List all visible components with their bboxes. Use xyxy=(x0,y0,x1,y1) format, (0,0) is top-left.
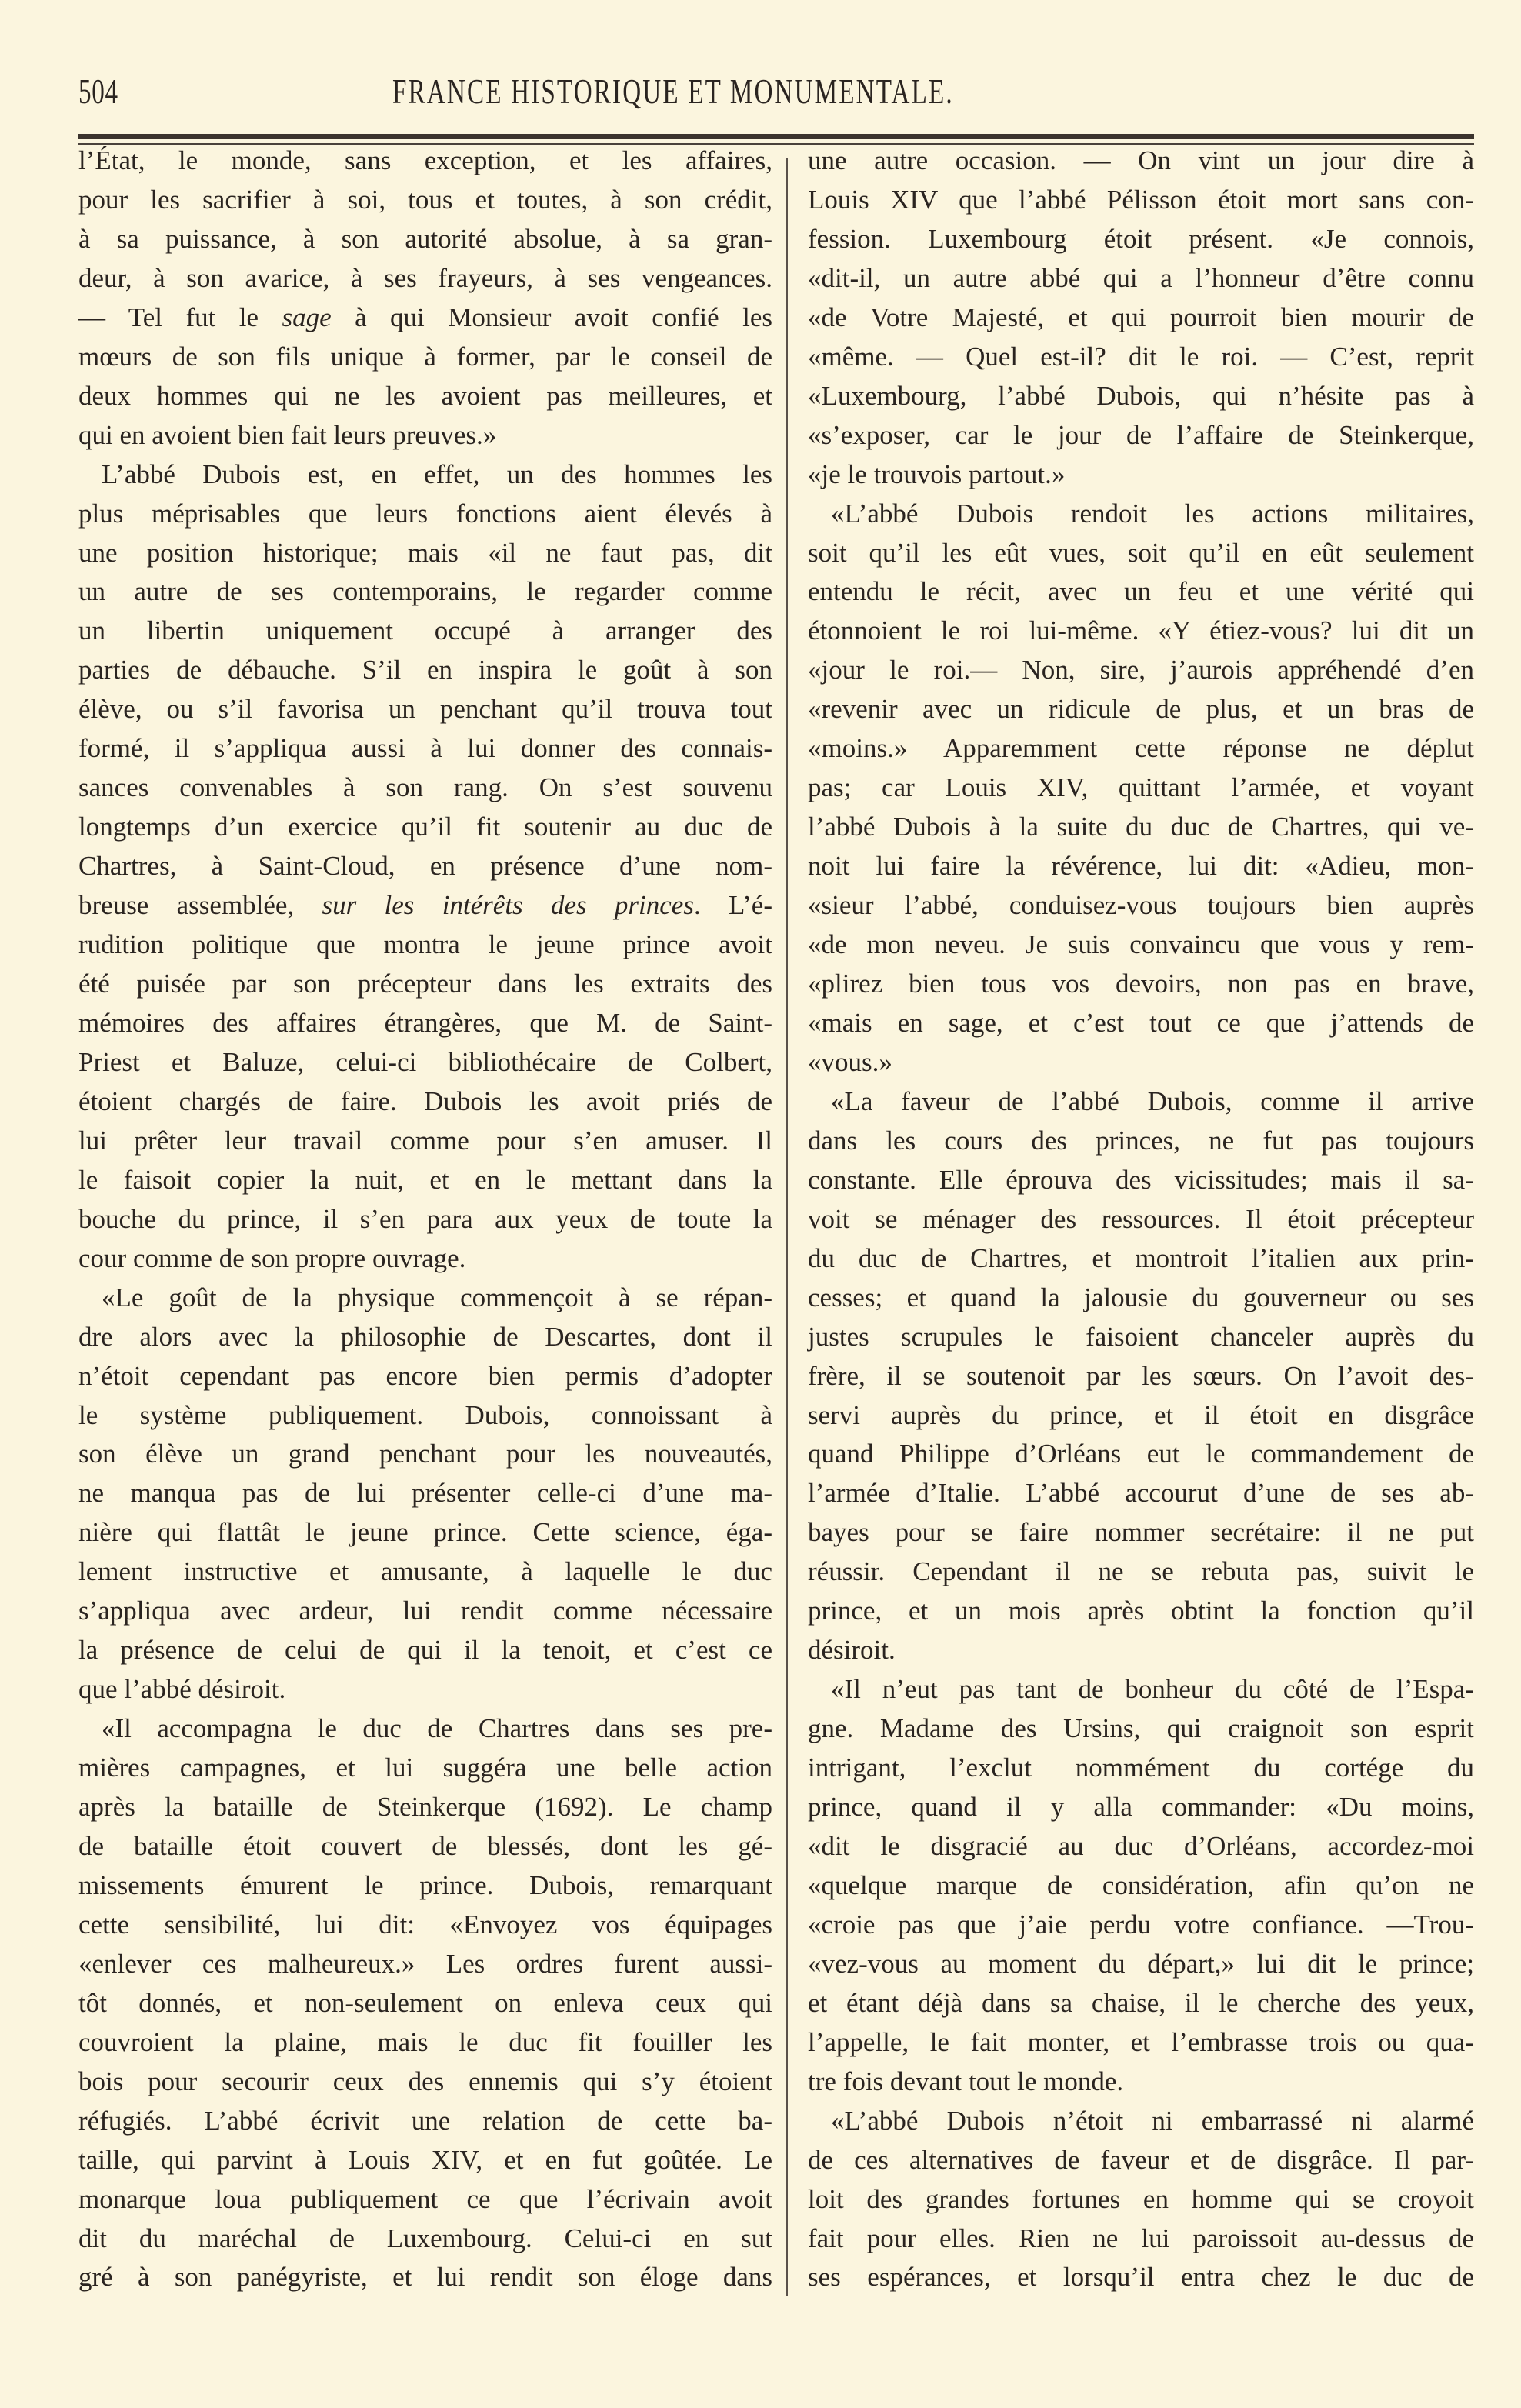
header-rule xyxy=(78,134,1474,139)
line-text: entendu le récit, avec un feu et une vérité qui xyxy=(808,576,1474,607)
paragraph xyxy=(78,1279,772,1709)
line-text: «je le trouvois partout.» xyxy=(808,459,1066,489)
line-text: «moins.» Apparemment cette réponse ne déplut xyxy=(808,733,1474,764)
line-text: Louis XIV que l’abbé Pélisson étoit mort sans con- xyxy=(808,184,1474,215)
line-text: rudition politique que montra le jeune prince avoit xyxy=(78,929,772,960)
text-line xyxy=(78,2258,772,2297)
text-line xyxy=(78,1592,772,1631)
line-text: «s’exposer, car le jour de l’affaire de Steinkerque, xyxy=(808,419,1474,450)
line-text: monarque loua publiquement ce que l’écrivain avoit xyxy=(78,2183,772,2214)
text-line xyxy=(78,338,772,377)
text-line xyxy=(78,690,772,729)
text-line xyxy=(78,1788,772,1827)
text-line xyxy=(808,1984,1474,2023)
line-text: de bataille étoit couvert de blessés, dont les gé- xyxy=(78,1830,772,1861)
text-line xyxy=(808,572,1474,612)
text-line xyxy=(78,965,772,1004)
paragraph xyxy=(808,142,1474,495)
line-text: réussir. Cependant il ne se rebuta pas, suivit le xyxy=(808,1556,1474,1587)
line-text: lui prêter leur travail comme pour s’en amuser. Il xyxy=(78,1125,772,1156)
line-text: bouche du prince, il s’en para aux yeux de toute la xyxy=(78,1203,772,1234)
text-line xyxy=(78,1749,772,1788)
line-text: désiroit. xyxy=(808,1635,896,1666)
text-line xyxy=(808,1513,1474,1553)
line-text: servi auprès du prince, et il étoit en disgrâce xyxy=(808,1399,1474,1430)
text-line xyxy=(78,1200,772,1239)
text-line xyxy=(78,1866,772,1906)
line-text: «mais en sage, et c’est tout ce que j’attends de xyxy=(808,1007,1474,1038)
line-text: gne. Madame des Ursins, qui craignoit son esprit xyxy=(808,1713,1474,1744)
line-text: L’abbé Dubois est, en effet, un des hommes les xyxy=(102,459,772,489)
line-text: l’appelle, le fait monter, et l’embrasse trois ou qua- xyxy=(808,2026,1474,2057)
text-line xyxy=(78,926,772,965)
text-line xyxy=(808,808,1474,847)
line-text: un libertin uniquement occupé à arranger des xyxy=(78,615,772,646)
line-text: nière qui flattât le jeune prince. Cette science, éga- xyxy=(78,1517,772,1548)
text-line xyxy=(808,2258,1474,2297)
text-line xyxy=(808,769,1474,808)
text-line xyxy=(808,1709,1474,1749)
line-text: après la bataille de Steinkerque (1692). Le champ xyxy=(78,1792,772,1823)
line-text: «plirez bien tous vos devoirs, non pas en brave, xyxy=(808,969,1474,999)
line-text: bois pour secourir ceux des ennemis qui s’y étoient xyxy=(78,2066,772,2096)
text-line xyxy=(808,1357,1474,1396)
text-line xyxy=(78,1945,772,1984)
line-text: parties de débauche. S’il en inspira le goût à son xyxy=(78,655,772,685)
text-line xyxy=(808,1749,1474,1788)
line-text: mémoires des affaires étrangères, que M. de Saint- xyxy=(78,1007,772,1038)
text-line xyxy=(808,1945,1474,1984)
line-text: «L’abbé Dubois rendoit les actions militaires, xyxy=(831,498,1474,529)
line-text: l’armée d’Italie. L’abbé accourut d’une de ses ab- xyxy=(808,1478,1474,1509)
text-line xyxy=(808,690,1474,729)
text-line xyxy=(78,769,772,808)
text-line xyxy=(78,1082,772,1122)
line-text: le système publiquement. Dubois, connoissant à xyxy=(78,1399,772,1430)
text-line xyxy=(78,1984,772,2023)
line-text: justes scrupules le faisoient chanceler auprès du xyxy=(808,1321,1474,1352)
line-text: taille, qui parvint à Louis XIV, et en fut goûtée. Le xyxy=(78,2144,772,2175)
line-text: couvroient la plaine, mais le duc fit fouiller les xyxy=(78,2026,772,2057)
text-line xyxy=(808,2180,1474,2220)
line-text: «même. — Quel est-il? dit le roi. — C’est, reprit xyxy=(808,341,1474,372)
text-line xyxy=(808,1592,1474,1631)
line-text: plus méprisables que leurs fonctions aient élevés à xyxy=(78,498,772,529)
page-header xyxy=(78,71,1474,114)
line-text: «de Votre Majesté, et qui pourroit bien mourir de xyxy=(808,302,1474,332)
text-line xyxy=(808,2141,1474,2180)
line-text: à sa puissance, à son autorité absolue, à sa gran- xyxy=(78,223,772,254)
text-line xyxy=(78,181,772,220)
text-line xyxy=(78,1122,772,1161)
text-line xyxy=(78,1513,772,1553)
line-text: étonnoient le roi lui-même. «Y étiez-vous? lui dit un xyxy=(808,615,1474,646)
text-line xyxy=(78,377,772,416)
text-line xyxy=(808,612,1474,651)
line-text: bayes pour se faire nommer secrétaire: il ne put xyxy=(808,1517,1474,1548)
text-line xyxy=(78,2141,772,2180)
line-text: mières campagnes, et lui suggéra une belle action xyxy=(78,1753,772,1783)
line-text: «dit le disgracié au duc d’Orléans, accordez-moi xyxy=(808,1830,1474,1861)
line-text: — Tel fut le xyxy=(78,302,282,332)
text-line xyxy=(808,1043,1474,1082)
italic-text: sage xyxy=(282,302,332,332)
text-line xyxy=(808,1161,1474,1200)
line-text: prince, et un mois après obtint la fonction qu’il xyxy=(808,1596,1474,1626)
text-line xyxy=(808,1670,1474,1709)
text-line xyxy=(808,1553,1474,1592)
line-text: dit du maréchal de Luxembourg. Celui-ci en sut xyxy=(78,2223,772,2253)
line-text: dans les cours des princes, ne fut pas toujours xyxy=(808,1125,1474,1156)
text-line xyxy=(808,1827,1474,1866)
line-text: missements émurent le prince. Dubois, remarquant xyxy=(78,1869,772,1900)
text-line xyxy=(78,259,772,298)
text-line xyxy=(808,259,1474,298)
text-line xyxy=(78,651,772,690)
text-line xyxy=(78,2023,772,2063)
text-line xyxy=(808,1435,1474,1474)
text-line xyxy=(78,1396,772,1436)
text-line xyxy=(808,1279,1474,1318)
line-text: dre alors avec la philosophie de Descartes, dont il xyxy=(78,1321,772,1352)
text-line xyxy=(808,1082,1474,1122)
line-text: pour les sacrifier à soi, tous et toutes, à son crédit, xyxy=(78,184,772,215)
line-text: constante. Elle éprouva des vicissitudes; mais il sa- xyxy=(808,1164,1474,1195)
text-line xyxy=(78,1553,772,1592)
text-line xyxy=(78,1318,772,1357)
paragraph xyxy=(78,142,772,455)
line-text: . L’é- xyxy=(693,890,772,921)
line-text: «revenir avec un ridicule de plus, et un bras de xyxy=(808,694,1474,725)
line-text: Priest et Baluze, celui-ci bibliothécaire de Colbert, xyxy=(78,1046,772,1077)
line-text: été puisée par son précepteur dans les extraits des xyxy=(78,969,772,999)
line-text: deur, à son avarice, à ses frayeurs, à ses vengeances. xyxy=(78,262,772,293)
line-text: cesses; et quand la jalousie du gouverneur ou ses xyxy=(808,1282,1474,1312)
text-line xyxy=(78,1004,772,1043)
line-text: soit qu’il les eût vues, soit qu’il en eût seulement xyxy=(808,537,1474,568)
paragraph xyxy=(808,2102,1474,2298)
text-line xyxy=(78,612,772,651)
text-line xyxy=(78,1709,772,1749)
text-line xyxy=(808,1631,1474,1670)
text-line xyxy=(78,220,772,259)
text-line xyxy=(78,2102,772,2141)
text-line xyxy=(78,729,772,769)
text-line xyxy=(808,926,1474,965)
text-line xyxy=(808,847,1474,886)
text-line xyxy=(78,2063,772,2102)
line-text: «Luxembourg, l’abbé Dubois, qui n’hésite pas à xyxy=(808,380,1474,411)
text-line xyxy=(78,1279,772,1318)
line-text: «Le goût de la physique commençoit à se répan- xyxy=(102,1282,772,1312)
line-text: n’étoit cependant pas encore bien permis d’adopter xyxy=(78,1360,772,1391)
paragraph xyxy=(78,1709,772,2297)
line-text: voit se ménager des ressources. Il étoit précepteur xyxy=(808,1203,1474,1234)
left-column xyxy=(78,142,772,2297)
italic-text: sur les intérêts des princes xyxy=(322,890,694,921)
text-line xyxy=(78,1435,772,1474)
line-text: quand Philippe d’Orléans eut le commandement de xyxy=(808,1439,1474,1469)
line-text: la présence de celui de qui il la tenoit, et c’est ce xyxy=(78,1635,772,1666)
line-text: breuse assemblée, xyxy=(78,890,322,921)
text-line xyxy=(808,142,1474,181)
line-text: s’appliqua avec ardeur, lui rendit comme nécessaire xyxy=(78,1596,772,1626)
line-text: lement instructive et amusante, à laquelle le duc xyxy=(78,1556,772,1587)
line-text: son élève un grand penchant pour les nouveautés, xyxy=(78,1439,772,1469)
line-text: l’État, le monde, sans exception, et les affaires, xyxy=(78,145,772,175)
line-text: ses espérances, et lorsqu’il entra chez le duc de xyxy=(808,2262,1474,2293)
line-text: «croie pas que j’aie perdu votre confiance. —Trou- xyxy=(808,1909,1474,1939)
text-line xyxy=(78,416,772,455)
text-line xyxy=(808,651,1474,690)
line-text: formé, il s’appliqua aussi à lui donner des connais- xyxy=(78,733,772,764)
text-line xyxy=(808,455,1474,495)
line-text: qui en avoient bien fait leurs preuves.» xyxy=(78,419,497,450)
line-text: noit lui faire la révérence, lui dit: «Adieu, mon- xyxy=(808,851,1474,882)
column-divider xyxy=(786,158,788,2296)
text-line xyxy=(808,1318,1474,1357)
line-text: loit des grandes fortunes en homme qui se croyoit xyxy=(808,2183,1474,2214)
line-text: fait pour elles. Rien ne lui paroissoit au-dessus de xyxy=(808,2223,1474,2253)
line-text: «de mon neveu. Je suis convaincu que vous y rem- xyxy=(808,929,1474,960)
text-line xyxy=(78,298,772,338)
text-line xyxy=(78,847,772,886)
text-line xyxy=(78,495,772,534)
line-text: «jour le roi.— Non, sire, j’aurois appréhendé d’en xyxy=(808,655,1474,685)
text-line xyxy=(78,1906,772,1945)
text-line xyxy=(78,142,772,181)
text-line xyxy=(808,1906,1474,1945)
line-text: une autre occasion. — On vint un jour dire à xyxy=(808,145,1474,175)
line-text: ne manqua pas de lui présenter celle-ci d’une ma- xyxy=(78,1478,772,1509)
paragraph xyxy=(78,455,772,1279)
text-line xyxy=(808,1474,1474,1513)
line-text: longtemps d’un exercice qu’il fit soutenir au duc de xyxy=(78,812,772,842)
line-text: sances convenables à son rang. On s’est souvenu xyxy=(78,772,772,803)
paragraph xyxy=(808,1082,1474,1670)
text-line xyxy=(808,1004,1474,1043)
text-line xyxy=(808,298,1474,338)
text-line xyxy=(78,1670,772,1709)
text-line xyxy=(808,1200,1474,1239)
text-line xyxy=(808,220,1474,259)
line-text: réfugiés. L’abbé écrivit une relation de cette ba- xyxy=(78,2105,772,2136)
text-line xyxy=(808,2102,1474,2141)
text-line xyxy=(78,1827,772,1866)
text-line xyxy=(808,2220,1474,2259)
text-line xyxy=(808,886,1474,926)
line-text: intrigant, l’exclut nommément du cortége du xyxy=(808,1753,1474,1783)
text-line xyxy=(808,416,1474,455)
line-text: «quelque marque de considération, afin qu’on ne xyxy=(808,1869,1474,1900)
line-text: tôt donnés, et non-seulement on enleva ceux qui xyxy=(78,1987,772,2018)
text-line xyxy=(808,338,1474,377)
text-line xyxy=(78,886,772,926)
text-line xyxy=(808,2063,1474,2102)
line-text: élève, ou s’il favorisa un penchant qu’il trouva tout xyxy=(78,694,772,725)
text-line xyxy=(78,1239,772,1279)
text-line xyxy=(78,1357,772,1396)
line-text: mœurs de son fils unique à former, par le conseil de xyxy=(78,341,772,372)
text-line xyxy=(78,2220,772,2259)
line-text: tre fois devant tout le monde. xyxy=(808,2066,1124,2096)
page-number: 504 xyxy=(78,72,118,111)
line-text: «vous.» xyxy=(808,1046,892,1077)
line-text: «sieur l’abbé, conduisez-vous toujours bien auprès xyxy=(808,890,1474,921)
line-text: l’abbé Dubois à la suite du duc de Chartres, qui ve- xyxy=(808,812,1474,842)
text-line xyxy=(808,181,1474,220)
text-line xyxy=(808,1396,1474,1436)
line-text: fession. Luxembourg étoit présent. «Je connois, xyxy=(808,223,1474,254)
text-line xyxy=(78,572,772,612)
text-line xyxy=(808,1239,1474,1279)
line-text: une position historique; mais «il ne faut pas, dit xyxy=(78,537,772,568)
line-text: que l’abbé désiroit. xyxy=(78,1674,286,1705)
line-text: étoient chargés de faire. Dubois les avoit priés de xyxy=(78,1086,772,1116)
line-text: «vez-vous au moment du départ,» lui dit le prince; xyxy=(808,1948,1474,1979)
text-line xyxy=(78,2180,772,2220)
line-text: Chartres, à Saint-Cloud, en présence d’une nom- xyxy=(78,851,772,882)
line-text: cette sensibilité, lui dit: «Envoyez vos équipages xyxy=(78,1909,772,1939)
text-line xyxy=(78,808,772,847)
text-line xyxy=(78,534,772,573)
text-line xyxy=(808,495,1474,534)
line-text: le faisoit copier la nuit, et en le mettant dans la xyxy=(78,1164,772,1195)
line-text: à qui Monsieur avoit confié les xyxy=(331,302,772,332)
line-text: pas; car Louis XIV, quittant l’armée, et voyant xyxy=(808,772,1474,803)
paragraph xyxy=(808,495,1474,1082)
text-line xyxy=(808,2023,1474,2063)
line-text: gré à son panégyriste, et lui rendit son éloge dans xyxy=(78,2262,772,2293)
line-text: «L’abbé Dubois n’étoit ni embarrassé ni alarmé xyxy=(831,2105,1474,2136)
text-line xyxy=(78,1631,772,1670)
text-line xyxy=(78,455,772,495)
line-text: du duc de Chartres, et montroit l’italien aux prin- xyxy=(808,1242,1474,1273)
running-title: FRANCE HISTORIQUE ET MONUMENTALE. xyxy=(392,72,954,111)
text-line xyxy=(808,1788,1474,1827)
text-line xyxy=(78,1043,772,1082)
text-line xyxy=(78,1161,772,1200)
paragraph xyxy=(808,1670,1474,2101)
text-line xyxy=(808,729,1474,769)
text-line xyxy=(78,1474,772,1513)
line-text: «Il n’eut pas tant de bonheur du côté de l’Espa- xyxy=(831,1674,1474,1705)
line-text: «dit-il, un autre abbé qui a l’honneur d’être connu xyxy=(808,262,1474,293)
line-text: «enlever ces malheureux.» Les ordres furent aussi- xyxy=(78,1948,772,1979)
text-line xyxy=(808,965,1474,1004)
line-text: frère, il se soutenoit par les sœurs. On l’avoit des- xyxy=(808,1360,1474,1391)
text-line xyxy=(808,377,1474,416)
text-line xyxy=(808,1866,1474,1906)
line-text: «Il accompagna le duc de Chartres dans ses pre- xyxy=(102,1713,772,1744)
line-text: de ces alternatives de faveur et de disgrâce. Il par- xyxy=(808,2144,1474,2175)
line-text: et étant déjà dans sa chaise, il le cherche des yeux, xyxy=(808,1987,1474,2018)
text-line xyxy=(808,534,1474,573)
line-text: prince, quand il y alla commander: «Du moins, xyxy=(808,1792,1474,1823)
line-text: un autre de ses contemporains, le regarder comme xyxy=(78,576,772,607)
text-line xyxy=(808,1122,1474,1161)
line-text: cour comme de son propre ouvrage. xyxy=(78,1242,466,1273)
line-text: deux hommes qui ne les avoient pas meilleures, et xyxy=(78,380,772,411)
line-text: «La faveur de l’abbé Dubois, comme il arrive xyxy=(831,1086,1474,1116)
right-column xyxy=(808,142,1474,2297)
